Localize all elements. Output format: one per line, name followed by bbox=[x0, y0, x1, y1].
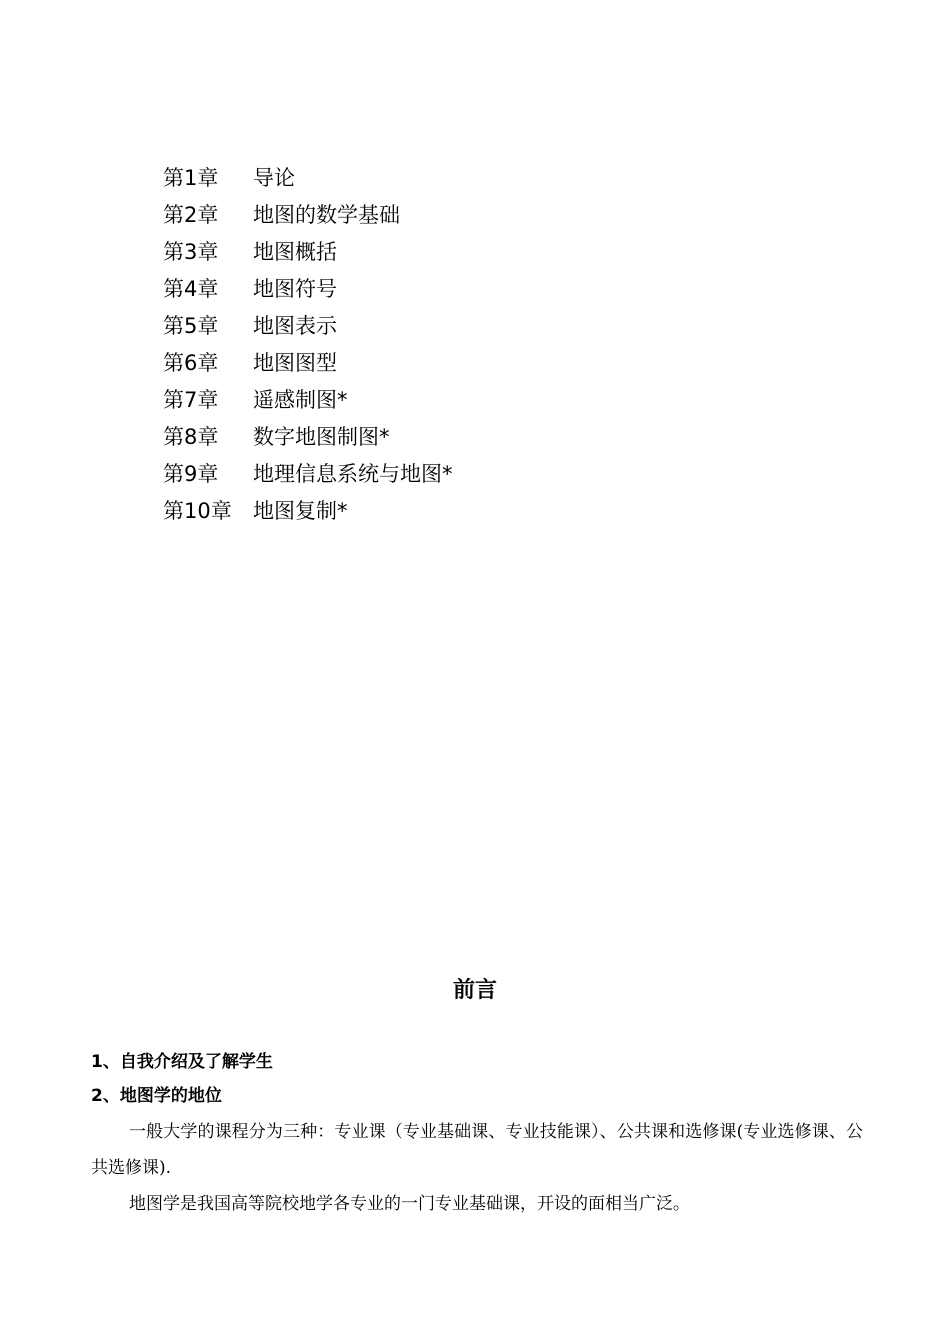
chapter-title: 遥感制图* bbox=[253, 388, 348, 412]
toc-entry-10[interactable] bbox=[163, 493, 453, 530]
toc-entry-1[interactable] bbox=[163, 160, 453, 197]
table-of-contents bbox=[163, 160, 453, 530]
toc-entry-8[interactable] bbox=[163, 419, 453, 456]
section-heading-introduction: 1、自我介绍及了解学生 bbox=[91, 1052, 273, 1072]
chapter-number: 第2章 bbox=[163, 203, 219, 227]
toc-entry-9[interactable] bbox=[163, 456, 453, 493]
chapter-number: 第4章 bbox=[163, 277, 219, 301]
chapter-title: 地图符号 bbox=[253, 277, 337, 301]
chapter-number: 第8章 bbox=[163, 425, 219, 449]
chapter-number: 第5章 bbox=[163, 314, 219, 338]
toc-entry-7[interactable] bbox=[163, 382, 453, 419]
chapter-number: 第1章 bbox=[163, 166, 219, 190]
chapter-title: 地理信息系统与地图* bbox=[253, 462, 453, 486]
chapter-title: 地图的数学基础 bbox=[253, 203, 400, 227]
chapter-number: 第3章 bbox=[163, 240, 219, 264]
chapter-title: 地图表示 bbox=[253, 314, 337, 338]
toc-entry-6[interactable] bbox=[163, 345, 453, 382]
toc-entry-2[interactable] bbox=[163, 197, 453, 234]
toc-entry-3[interactable] bbox=[163, 234, 453, 271]
section-heading-status: 2、地图学的地位 bbox=[91, 1086, 222, 1106]
preface-title: 前言 bbox=[452, 978, 497, 1003]
toc-entry-4[interactable] bbox=[163, 271, 453, 308]
toc-entry-5[interactable] bbox=[163, 308, 453, 345]
body-paragraph: 一般大学的课程分为三种：专业课（专业基础课、专业技能课）、公共课和选修课(专业选修课、公共选修课). bbox=[91, 1122, 863, 1178]
chapter-number: 第10章 bbox=[163, 499, 232, 523]
chapter-title: 数字地图制图* bbox=[253, 425, 390, 449]
chapter-title: 地图概括 bbox=[253, 240, 337, 264]
body-paragraph: 地图学是我国高等院校地学各专业的一门专业基础课，开设的面相当广泛。 bbox=[129, 1194, 690, 1214]
chapter-title: 地图复制* bbox=[253, 499, 348, 523]
chapter-title: 导论 bbox=[253, 166, 295, 190]
chapter-number: 第6章 bbox=[163, 351, 219, 375]
chapter-number: 第9章 bbox=[163, 462, 219, 486]
chapter-number: 第7章 bbox=[163, 388, 219, 412]
chapter-title: 地图图型 bbox=[253, 351, 337, 375]
